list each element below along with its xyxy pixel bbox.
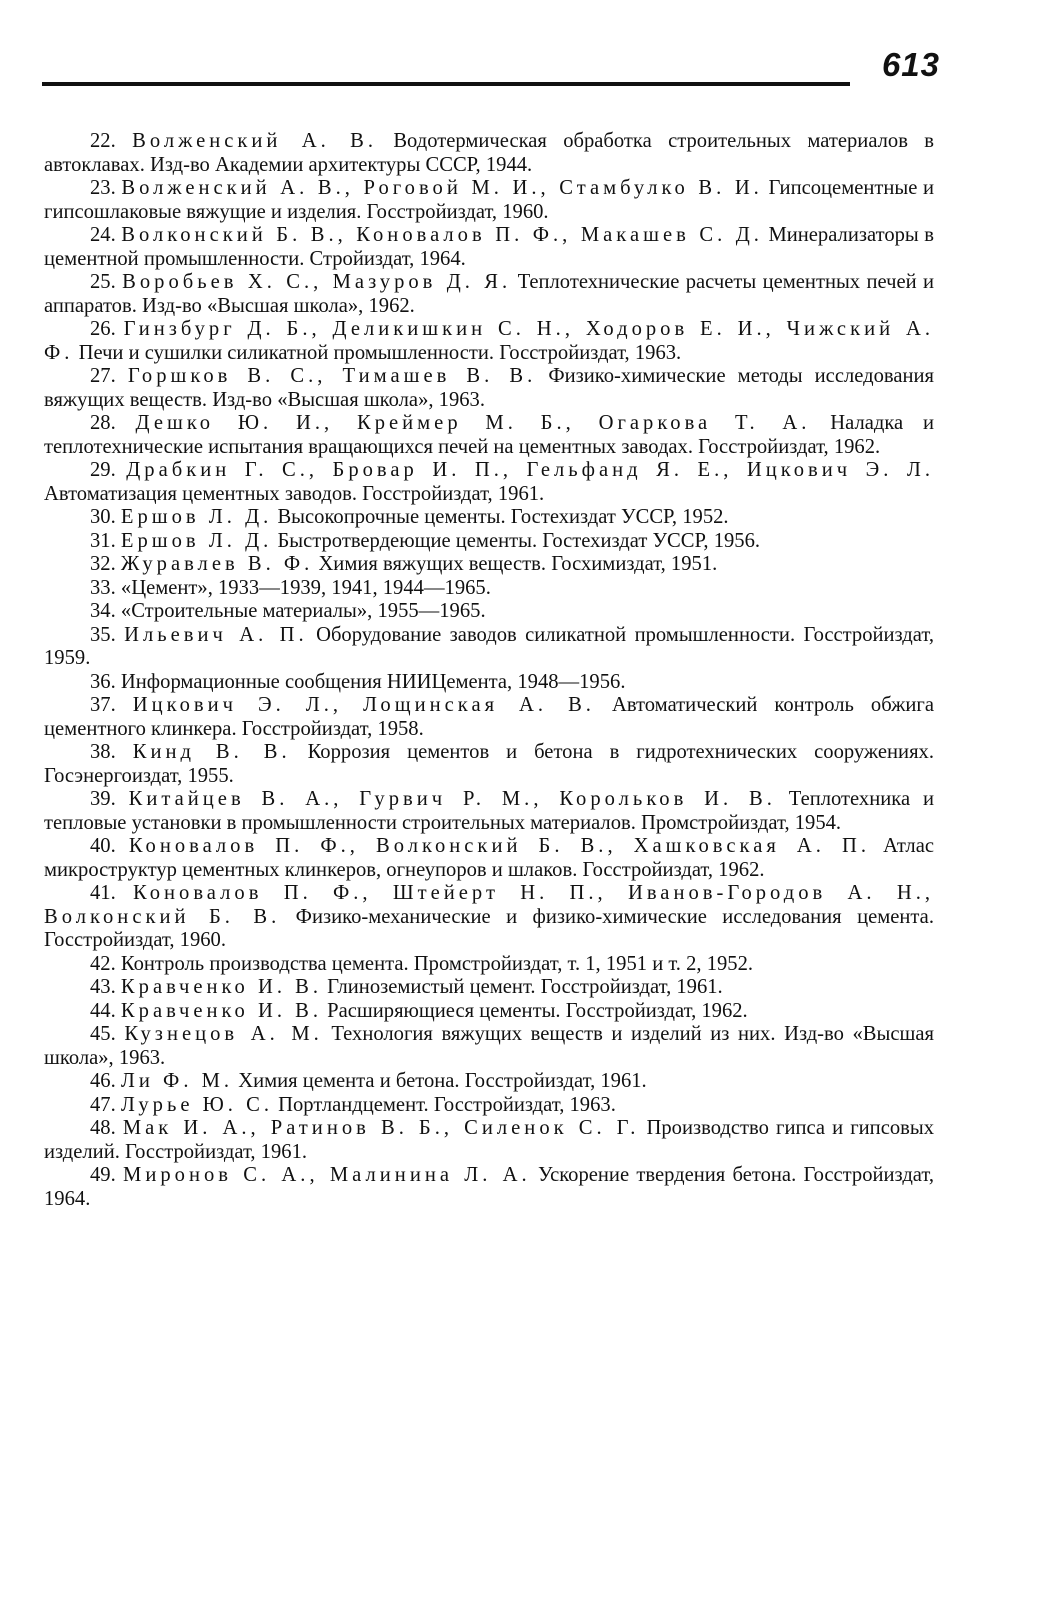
reference-text: Химия цемента и бетона. Госстройиздат, 1961. xyxy=(238,1070,647,1092)
reference-number: 39. xyxy=(90,788,116,810)
reference-entry xyxy=(44,412,934,459)
reference-number: 49. xyxy=(90,1164,116,1186)
reference-number: 41. xyxy=(90,882,116,904)
reference-list xyxy=(44,130,934,1211)
reference-entry xyxy=(44,882,934,953)
reference-number: 36. xyxy=(90,670,116,693)
reference-text: Атлас микроструктур цементных клинкеров, огнеупоров и шлаков. Госстройиздат, 1962. xyxy=(44,835,934,881)
reference-authors: Миронов С. А., Малинина Л. А. xyxy=(123,1164,531,1186)
reference-text: Теплотехника и тепловые установки в промышленности строительных материалов. Промстройиздат, 1954. xyxy=(44,788,934,834)
reference-number: 43. xyxy=(90,976,116,998)
reference-entry xyxy=(44,577,934,601)
reference-text: Гипсоцементные и гипсошлаковые вяжущие и изделия. Госстройиздат, 1960. xyxy=(44,177,934,223)
reference-entry xyxy=(44,318,934,365)
reference-number: 47. xyxy=(90,1093,116,1116)
reference-number: 25. xyxy=(90,271,116,293)
reference-authors: Коновалов П. Ф., Штейерт Н. П., Иванов-Городов А. Н., Волконский Б. В. xyxy=(44,882,934,928)
reference-text: Физико-химические методы исследования вяжущих веществ. Изд-во «Высшая школа», 1963. xyxy=(44,365,934,411)
reference-number: 45. xyxy=(90,1023,116,1045)
reference-entry xyxy=(44,953,934,977)
reference-entry xyxy=(44,835,934,882)
reference-text: Химия вяжущих веществ. Госхимиздат, 1951. xyxy=(318,553,718,575)
reference-text: Высокопрочные цементы. Гостехиздат УССР, 1952. xyxy=(277,506,729,528)
reference-entry xyxy=(44,671,934,695)
reference-text: «Цемент», 1933—1939, 1941, 1944—1965. xyxy=(120,576,491,599)
reference-text: Физико-механические и физико-химические исследования цемента. Госстройиздат, 1960. xyxy=(44,905,934,951)
reference-number: 42. xyxy=(90,952,116,975)
reference-authors: Лурье Ю. С. xyxy=(120,1093,273,1116)
reference-text: Расширяющиеся цементы. Госстройиздат, 1962. xyxy=(327,999,748,1022)
reference-number: 40. xyxy=(90,835,116,857)
reference-number: 27. xyxy=(90,365,116,387)
reference-text: Информационные сообщения НИИЦемента, 1948—1956. xyxy=(120,670,626,693)
reference-text: Оборудование заводов силикатной промышленности. Госстройиздат, 1959. xyxy=(44,623,934,669)
reference-text: Печи и сушилки силикатной промышленности. Госстройиздат, 1963. xyxy=(78,341,682,364)
reference-number: 23. xyxy=(90,177,116,199)
reference-authors: Журавлев В. Ф. xyxy=(120,553,314,575)
reference-number: 24. xyxy=(90,224,116,246)
page-header xyxy=(42,42,940,92)
reference-text: Глиноземистый цемент. Госстройиздат, 1961. xyxy=(327,976,723,998)
reference-authors: Волженский А. В., Роговой М. И., Стамбулко В. И. xyxy=(121,177,763,199)
reference-entry xyxy=(44,553,934,577)
reference-entry xyxy=(44,130,934,177)
reference-text: Минерализаторы в цементной промышленности. Стройиздат, 1964. xyxy=(44,224,934,270)
reference-authors: Ильевич А. П. xyxy=(124,623,308,646)
reference-entry xyxy=(44,1000,934,1024)
reference-authors: Волконский Б. В., Коновалов П. Ф., Макашев С. Д. xyxy=(121,224,763,246)
reference-entry xyxy=(44,224,934,271)
reference-authors: Коновалов П. Ф., Волконский Б. В., Хашковская А. П. xyxy=(128,835,871,857)
reference-number: 37. xyxy=(90,694,116,716)
reference-authors: Воробьев Х. С., Мазуров Д. Я. xyxy=(122,271,512,293)
reference-text: Теплотехнические расчеты цементных печей и аппаратов. Изд-во «Высшая школа», 1962. xyxy=(44,271,935,317)
reference-text: Автоматизация цементных заводов. Госстройиздат, 1961. xyxy=(44,482,545,505)
reference-entry xyxy=(44,271,934,318)
reference-authors: Ицкович Э. Л., Лощинская А. В. xyxy=(132,694,595,716)
reference-authors: Китайцев В. А., Гурвич Р. М., Корольков И. В. xyxy=(128,788,776,810)
reference-text: Портландцемент. Госстройиздат, 1963. xyxy=(278,1093,616,1116)
reference-entry xyxy=(44,1070,934,1094)
reference-entry xyxy=(44,788,934,835)
reference-number: 33. xyxy=(90,576,116,599)
reference-entry xyxy=(44,177,934,224)
reference-entry xyxy=(44,741,934,788)
reference-entry xyxy=(44,1094,934,1118)
reference-number: 22. xyxy=(90,130,116,152)
reference-entry xyxy=(44,600,934,624)
reference-entry xyxy=(44,1164,934,1211)
reference-text: Контроль производства цемента. Промстройиздат, т. 1, 1951 и т. 2, 1952. xyxy=(120,952,754,975)
reference-text: Быстротвердеющие цементы. Гостехиздат УССР, 1956. xyxy=(277,529,761,552)
reference-authors: Кравченко И. В. xyxy=(120,976,322,998)
reference-authors: Горшков В. С., Тимашев В. В. xyxy=(127,365,537,387)
reference-entry xyxy=(44,459,934,506)
reference-authors: Кравченко И. В. xyxy=(120,999,322,1022)
reference-number: 31. xyxy=(90,529,116,552)
reference-authors: Мак И. А., Ратинов В. Б., Силенок С. Г. xyxy=(122,1117,640,1139)
reference-authors: Гинзбург Д. Б., Деликишкин С. Н., Ходоров Е. И., Чижский А. Ф. xyxy=(44,318,934,364)
reference-entry xyxy=(44,365,934,412)
reference-text: Коррозия цементов и бетона в гидротехнических сооружениях. Госэнергоиздат, 1955. xyxy=(44,741,934,787)
reference-authors: Кинд В. В. xyxy=(132,741,291,763)
reference-text: Технология вяжущих веществ и изделий из них. Изд-во «Высшая школа», 1963. xyxy=(44,1023,934,1069)
reference-text: «Строительные материалы», 1955—1965. xyxy=(120,600,486,622)
reference-text: Производство гипса и гипсовых изделий. Госстройиздат, 1961. xyxy=(44,1117,935,1163)
reference-entry xyxy=(44,506,934,530)
reference-text: Автоматический контроль обжига цементного клинкера. Госстройиздат, 1958. xyxy=(44,694,934,740)
reference-authors: Ершов Л. Д. xyxy=(120,529,273,552)
reference-number: 35. xyxy=(90,623,116,646)
reference-number: 44. xyxy=(90,999,116,1022)
reference-number: 32. xyxy=(90,553,116,575)
reference-number: 46. xyxy=(90,1070,116,1092)
reference-authors: Волженский А. В. xyxy=(132,130,377,152)
reference-text: Наладка и теплотехнические испытания вращающихся печей на цементных заводах. Госстройиздат, 1962. xyxy=(44,412,935,458)
reference-number: 29. xyxy=(90,459,116,481)
reference-authors: Ершов Л. Д. xyxy=(120,506,273,528)
reference-number: 34. xyxy=(90,600,116,622)
reference-number: 30. xyxy=(90,506,116,528)
reference-number: 48. xyxy=(90,1117,116,1139)
reference-number: 38. xyxy=(90,741,116,763)
reference-number: 26. xyxy=(90,318,116,340)
reference-number: 28. xyxy=(90,412,116,434)
reference-entry xyxy=(44,1023,934,1070)
reference-authors: Драбкин Г. С., Бровар И. П., Гельфанд Я. Е., Ицкович Э. Л. xyxy=(126,459,934,481)
reference-entry xyxy=(44,1117,934,1164)
reference-entry xyxy=(44,694,934,741)
reference-entry xyxy=(44,530,934,554)
reference-authors: Кузнецов А. М. xyxy=(124,1023,323,1045)
reference-text: Ускорение твердения бетона. Госстройиздат, 1964. xyxy=(44,1164,935,1210)
reference-entry xyxy=(44,976,934,1000)
header-rule xyxy=(42,82,850,86)
reference-entry xyxy=(44,624,934,671)
page-number: 613 xyxy=(881,46,940,83)
reference-authors: Ли Ф. М. xyxy=(120,1070,234,1092)
reference-authors: Дешко Ю. И., Креймер М. Б., Огаркова Т. А. xyxy=(135,412,811,434)
reference-text: Водотермическая обработка строительных материалов в автоклавах. Изд-во Академии архитектуры СССР, 1944. xyxy=(44,130,934,176)
